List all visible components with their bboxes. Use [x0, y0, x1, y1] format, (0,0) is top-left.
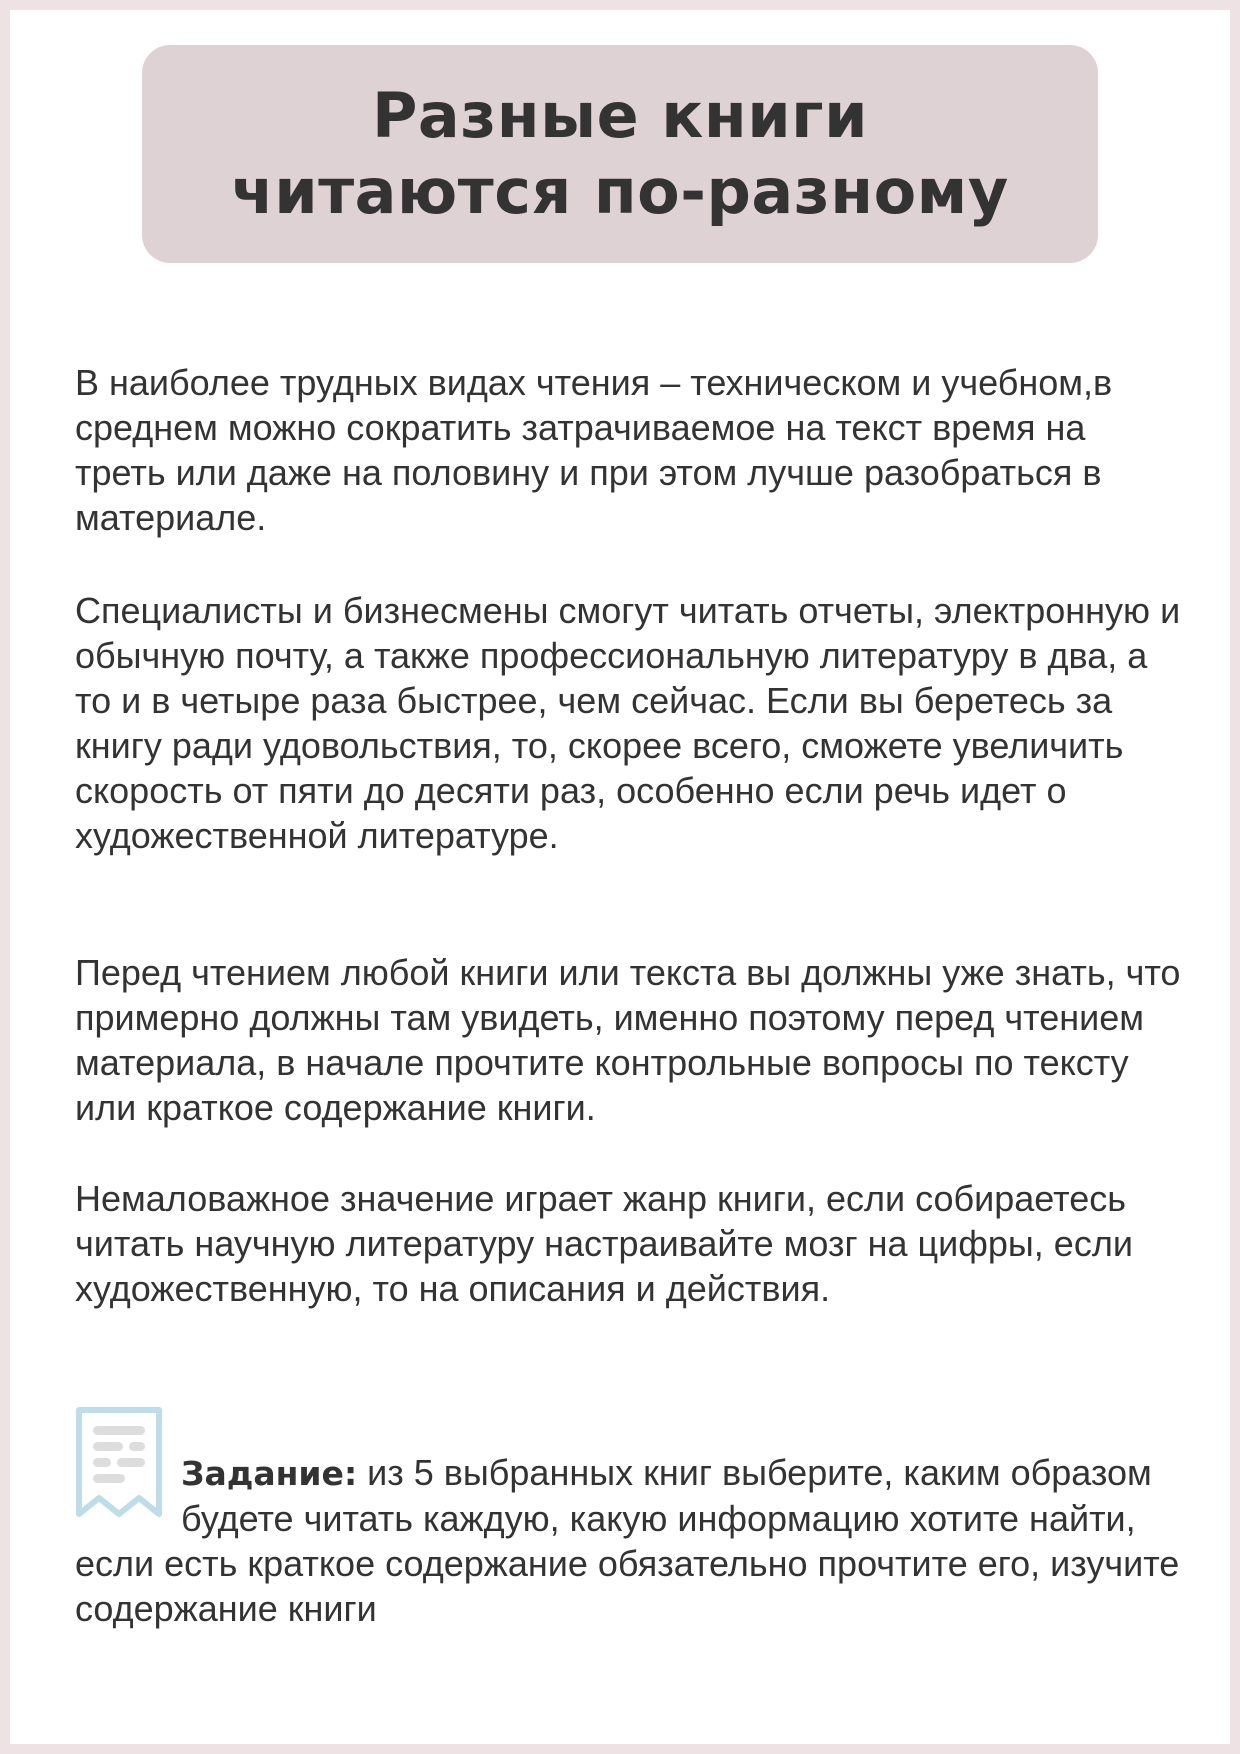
- receipt-document-icon: [75, 1406, 163, 1518]
- page-title: Разные книги читаются по-разному: [231, 79, 1009, 228]
- paragraph-1: В наиболее трудных видах чтения – техническом и учебном,в среднем можно сократить затрачиваемое на текст время на треть или даже на половину и при этом лучше разобраться в материале.: [75, 362, 1113, 538]
- task-text: из 5 выбранных книг выберите, каким образом будете читать каждую, какую информацию хотите найти, если есть краткое содержание обязательно прочтите его, изучите содержание книги: [75, 1452, 1180, 1629]
- paragraph-2: Специалисты и бизнесмены смогут читать отчеты, электронную и обычную почту, а также профессиональную литературу в два, а то и в четыре раза быстрее, чем сейчас. Если вы беретесь за книгу ради удовольствия, то, скорее всего, сможете увеличить скорость от пяти до десяти раз, особенно если речь идет о художественной литературе.: [75, 590, 1181, 856]
- document-page: [10, 10, 1230, 1744]
- task-block: [75, 1450, 1185, 1631]
- task-label: Задание:: [181, 1454, 358, 1493]
- paragraph-3: Перед чтением любой книги или текста вы должны уже знать, что примерно должны там увидеть, именно поэтому перед чтением материала, в начале прочтите контрольные вопросы по тексту или краткое содержание книги.: [75, 952, 1181, 1128]
- paragraph-4: Немаловажное значение играет жанр книги, если собираетесь читать научную литературу настраивайте мозг на цифры, если художественную, то на описания и действия.: [75, 1178, 1133, 1309]
- title-banner: [142, 45, 1098, 263]
